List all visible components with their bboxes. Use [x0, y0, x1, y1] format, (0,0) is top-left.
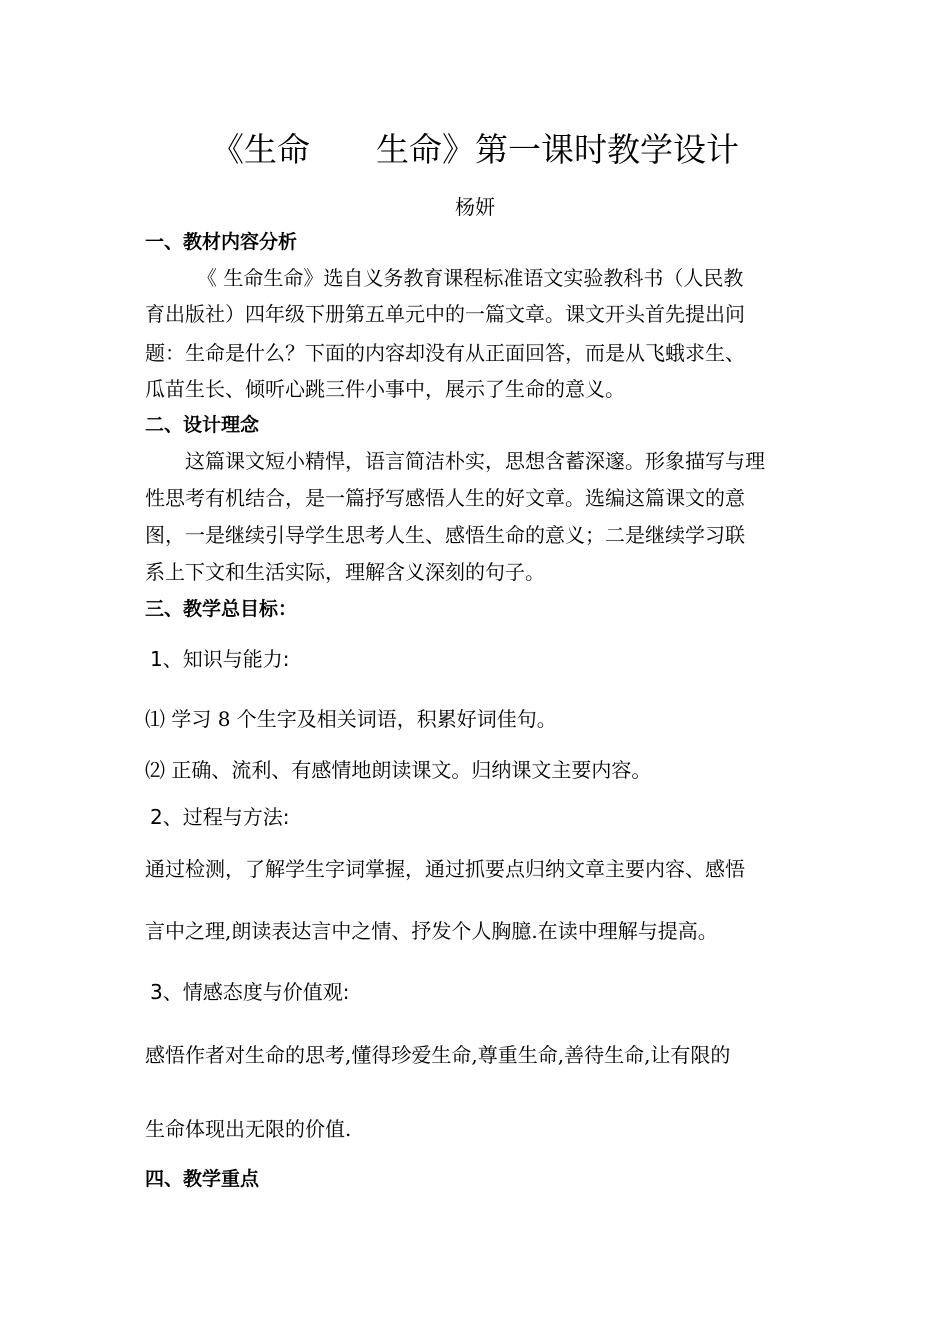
- paragraph-line: 生命体现出无限的价值.: [145, 1117, 352, 1141]
- paragraph-line: 瓜苗生长、倾听心跳三件小事中，展示了生命的意义。: [145, 377, 625, 401]
- goal-label-values: 3、情感态度与价值观:: [150, 980, 350, 1004]
- paragraph-line: 图，一是继续引导学生思考人生、感悟生命的意义；二是继续学习联: [145, 523, 745, 547]
- goal-item: ⑴ 学习 8 个生字及相关词语，积累好词佳句。: [145, 707, 557, 731]
- paragraph-line: 言中之理,朗读表达言中之情、抒发个人胸臆.在读中理解与提高。: [145, 919, 718, 943]
- goal-item: ⑵ 正确、流利、有感情地朗读课文。归纳课文主要内容。: [145, 758, 652, 782]
- paragraph-line: 育出版社）四年级下册第五单元中的一篇文章。课文开头首先提出问: [145, 302, 745, 326]
- paragraph-line: 这篇课文短小精悍，语言简洁朴实，思想含蓄深邃。形象描写与理: [185, 449, 765, 473]
- document-title: 《生命 生命》第一课时教学设计: [211, 130, 739, 169]
- paragraph-line: 通过检测，了解学生字词掌握，通过抓要点归纳文章主要内容、感悟: [145, 857, 745, 881]
- section-heading-teaching-goals: 三、教学总目标：: [145, 598, 298, 620]
- goal-label-process: 2、过程与方法:: [150, 805, 290, 829]
- paragraph-line: 题：生命是什么？下面的内容却没有从正面回答，而是从飞蛾求生、: [145, 341, 745, 365]
- paragraph-line: 《 生命生命》选自义务教育课程标准语文实验教科书（人民教: [197, 266, 744, 290]
- goal-label-knowledge: 1、知识与能力:: [150, 647, 290, 671]
- section-heading-key-points: 四、教学重点: [145, 1168, 260, 1190]
- author-name: 杨妍: [455, 195, 495, 219]
- paragraph-line: 感悟作者对生命的思考,懂得珍爱生命,尊重生命,善待生命,让有限的: [145, 1043, 731, 1067]
- paragraph-line: 性思考有机结合，是一篇抒写感悟人生的好文章。选编这篇课文的意: [145, 486, 745, 510]
- section-heading-materials: 一、教材内容分析: [145, 231, 298, 253]
- section-heading-design-concept: 二、设计理念: [145, 414, 260, 436]
- paragraph-line: 系上下文和生活实际，理解含义深刻的句子。: [145, 560, 545, 584]
